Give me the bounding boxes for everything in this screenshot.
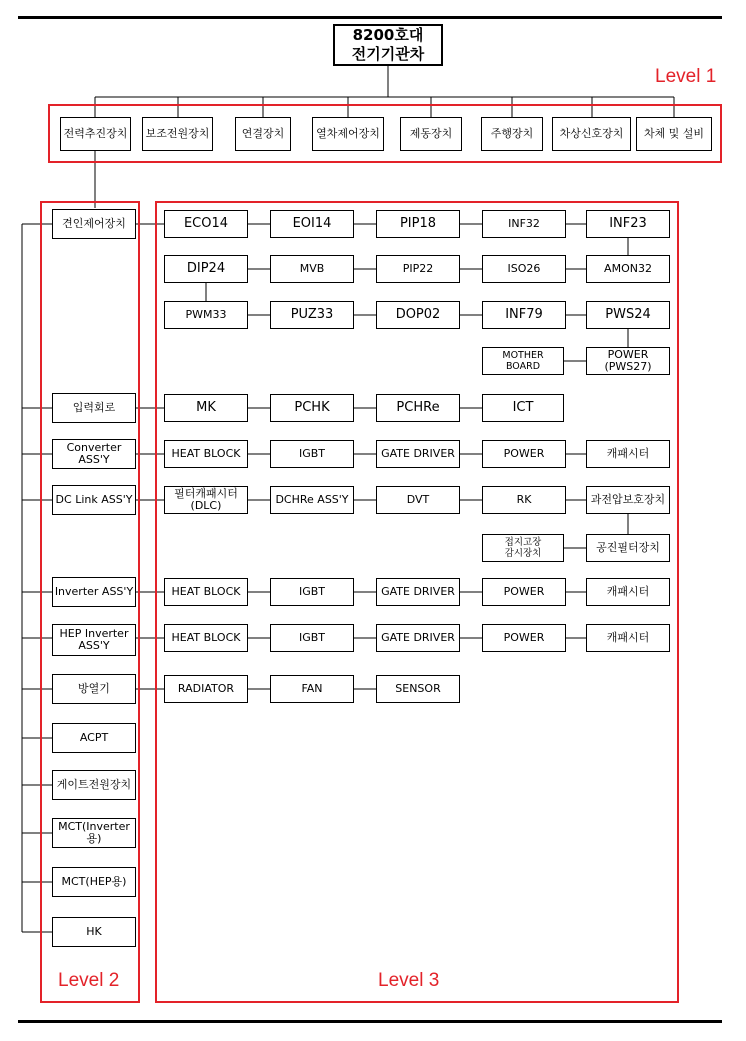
l3-node: ISO26: [482, 255, 566, 283]
l2-node: HK: [52, 917, 136, 947]
l3-node: PCHK: [270, 394, 354, 422]
l3-node: ECO14: [164, 210, 248, 238]
l2-node: 입력회로: [52, 393, 136, 423]
l3-node: INF32: [482, 210, 566, 238]
l1-node: 열차제어장치: [312, 117, 384, 151]
l3-node: 캐패시터: [586, 578, 670, 606]
l3-node: 캐패시터: [586, 624, 670, 652]
l3-node: DOP02: [376, 301, 460, 329]
root-node: 8200호대 전기기관차: [333, 24, 443, 66]
l1-node: 차상신호장치: [552, 117, 631, 151]
l3-node: INF23: [586, 210, 670, 238]
level2-label: Level 2: [58, 970, 120, 991]
l3-node: AMON32: [586, 255, 670, 283]
l1-node: 전력추진장치: [60, 117, 131, 151]
l2-node: 견인제어장치: [52, 209, 136, 239]
level1-label: Level 1: [655, 66, 717, 87]
l1-node: 차체 및 설비: [636, 117, 712, 151]
l3-node: HEAT BLOCK: [164, 624, 248, 652]
l3-node: 필터캐패시터 (DLC): [164, 486, 248, 514]
l2-node: MCT(HEP용): [52, 867, 136, 897]
l1-node: 보조전원장치: [142, 117, 213, 151]
l2-node: 게이트전원장치: [52, 770, 136, 800]
l3-node: 접지고장 감시장치: [482, 534, 564, 562]
l3-node: MK: [164, 394, 248, 422]
l2-node: HEP Inverter ASS'Y: [52, 624, 136, 656]
l3-node: PWS24: [586, 301, 670, 329]
l2-node: Converter ASS'Y: [52, 439, 136, 469]
l3-node: 캐패시터: [586, 440, 670, 468]
l3-node: FAN: [270, 675, 354, 703]
l3-node: PIP18: [376, 210, 460, 238]
level3-label: Level 3: [378, 970, 440, 991]
l3-node: GATE DRIVER: [376, 624, 460, 652]
l2-node: ACPT: [52, 723, 136, 753]
l3-node: PCHRe: [376, 394, 460, 422]
l1-node: 제동장치: [400, 117, 462, 151]
l3-node: IGBT: [270, 624, 354, 652]
l3-node: MOTHER BOARD: [482, 347, 564, 375]
l3-node: IGBT: [270, 440, 354, 468]
l3-node: RADIATOR: [164, 675, 248, 703]
l3-node: POWER: [482, 578, 566, 606]
l3-node: GATE DRIVER: [376, 578, 460, 606]
l2-node: DC Link ASS'Y: [52, 485, 136, 515]
l3-node: ICT: [482, 394, 564, 422]
l3-node: POWER: [482, 440, 566, 468]
l3-node: DIP24: [164, 255, 248, 283]
l3-node: MVB: [270, 255, 354, 283]
l3-node: IGBT: [270, 578, 354, 606]
l3-node: HEAT BLOCK: [164, 578, 248, 606]
l2-node: 방열기: [52, 674, 136, 704]
l3-node: POWER: [482, 624, 566, 652]
l3-node: 공진필터장치: [586, 534, 670, 562]
l3-node: PUZ33: [270, 301, 354, 329]
l3-node: POWER (PWS27): [586, 347, 670, 375]
l3-node: GATE DRIVER: [376, 440, 460, 468]
l3-node: INF79: [482, 301, 566, 329]
l1-node: 연결장치: [235, 117, 291, 151]
l3-node: DVT: [376, 486, 460, 514]
l3-node: RK: [482, 486, 566, 514]
l3-node: HEAT BLOCK: [164, 440, 248, 468]
l3-node: PWM33: [164, 301, 248, 329]
l3-node: DCHRe ASS'Y: [270, 486, 354, 514]
l3-node: EOI14: [270, 210, 354, 238]
l3-node: PIP22: [376, 255, 460, 283]
l1-node: 주행장치: [481, 117, 543, 151]
l2-node: MCT(Inverter용): [52, 818, 136, 848]
l2-node: Inverter ASS'Y: [52, 577, 136, 607]
l3-node: SENSOR: [376, 675, 460, 703]
l3-node: 과전압보호장치: [586, 486, 670, 514]
